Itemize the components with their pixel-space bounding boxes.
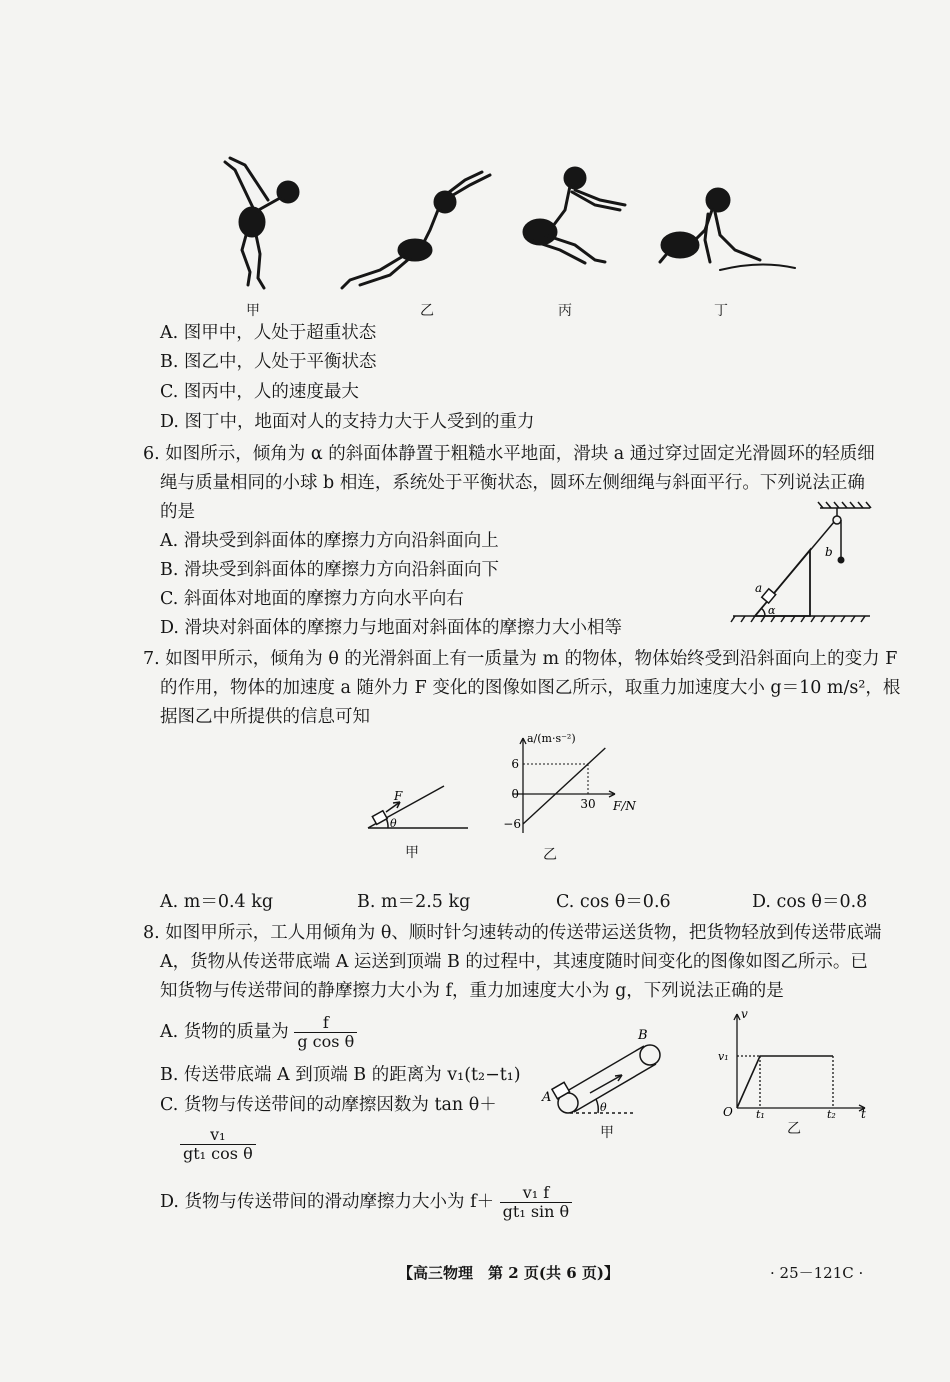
q5-option-c: C. 图丙中，人的速度最大 <box>160 382 359 402</box>
label-t1: t₁ <box>756 1108 765 1118</box>
q8-fig-jia-caption: 甲 <box>600 1125 614 1141</box>
motion-arrow <box>590 1075 622 1093</box>
q8-option-d <box>160 1184 572 1221</box>
q7-fig-jia-caption: 甲 <box>405 845 419 861</box>
x-axis-label: F/N <box>613 799 636 813</box>
block <box>372 811 387 825</box>
q7-option-d: D. cos θ＝0.8 <box>752 892 868 912</box>
q6-option-d: D. 滑块对斜面体的摩擦力与地面对斜面体的摩擦力大小相等 <box>160 618 623 638</box>
q8-option-a-fraction <box>294 1014 357 1051</box>
y-axis-label: a/(m·s⁻²) <box>527 732 576 745</box>
fig-label-bing: 丙 <box>558 303 572 319</box>
incline-wedge <box>755 550 810 616</box>
fig-label-ding: 丁 <box>714 303 728 319</box>
label-O: O <box>723 1105 733 1118</box>
page-footer-code: · 25－121C · <box>770 1264 864 1282</box>
label-A: A <box>542 1090 552 1105</box>
fig-label-yi: 乙 <box>420 303 434 319</box>
q8-option-c-line1: C. 货物与传送带间的动摩擦因数为 tan θ＋ <box>160 1095 497 1115</box>
cargo-box <box>552 1082 570 1099</box>
label-v1: v₁ <box>718 1050 729 1063</box>
top-pulley <box>640 1045 660 1065</box>
q6-stem-line1: 6. 如图所示，倾角为 α 的斜面体静置于粗糙水平地面，滑块 a 通过穿过固定光滑圆环的轻质细 <box>143 444 875 464</box>
v-t-curve <box>737 1056 833 1108</box>
a-f-series-line <box>523 748 605 824</box>
label-B: B <box>638 1028 648 1043</box>
q8-fig-yi-caption: 乙 <box>787 1121 801 1137</box>
belt-top <box>562 1046 644 1094</box>
fraction-numerator: v₁ f <box>500 1184 573 1203</box>
label-F: F <box>394 789 403 803</box>
q8-option-d-prefix: D. 货物与传送带间的滑动摩擦力大小为 f＋ <box>160 1192 495 1212</box>
q6-option-b: B. 滑块受到斜面体的摩擦力方向沿斜面向下 <box>160 560 499 580</box>
x-tick-30: 30 <box>580 797 596 811</box>
q7-stem-line3: 据图乙中所提供的信息可知 <box>160 707 370 727</box>
q7-incline-figure <box>360 780 480 840</box>
a-f-graph <box>495 730 655 840</box>
fraction-numerator: v₁ <box>180 1126 256 1145</box>
q8-stem-line1: 8. 如图甲所示，工人用倾角为 θ、顺时针匀速转动的传送带运送货物，把货物轻放到传送带底端 <box>143 923 882 943</box>
fraction-numerator: f <box>294 1014 357 1033</box>
q8-option-b: B. 传送带底端 A 到顶端 B 的距离为 v₁(t₂−t₁) <box>160 1065 521 1085</box>
q6-option-c: C. 斜面体对地面的摩擦力方向水平向右 <box>160 589 464 609</box>
q7-fig-yi-caption: 乙 <box>543 847 557 863</box>
block-a <box>762 589 776 603</box>
q6-stem-line2: 绳与质量相同的小球 b 相连，系统处于平衡状态，圆环左侧细绳与斜面平行。下列说法正确 <box>160 473 865 493</box>
page-footer-title: 【高三物理 第 2 页(共 6 页)】 <box>398 1264 619 1282</box>
label-theta: θ <box>390 817 397 830</box>
jumper-bing-drawing <box>524 168 625 263</box>
fraction-denominator: g cos θ <box>297 1032 355 1051</box>
q5-option-b: B. 图乙中，人处于平衡状态 <box>160 352 377 372</box>
label-theta: θ <box>600 1101 607 1114</box>
q6-stem-line3: 的是 <box>160 502 195 522</box>
q6-incline-figure <box>725 500 875 630</box>
q8-vt-graph <box>715 1008 880 1118</box>
q7-stem-line1: 7. 如图甲所示，倾角为 θ 的光滑斜面上有一质量为 m 的物体，物体始终受到沿斜面向上的变力 F <box>143 649 898 669</box>
fig-label-jia: 甲 <box>246 303 260 319</box>
label-v: v <box>741 1008 748 1021</box>
y-tick-6: 6 <box>511 757 519 771</box>
belt-bottom <box>574 1064 656 1112</box>
label-t: t <box>861 1107 866 1118</box>
q8-stem-line3: 知货物与传送带间的静摩擦力大小为 f，重力加速度大小为 g，下列说法正确的是 <box>160 981 784 1001</box>
q5-option-a: A. 图甲中，人处于超重状态 <box>160 323 377 343</box>
long-jump-figure <box>200 150 820 310</box>
label-t2: t₂ <box>827 1108 836 1118</box>
fraction-denominator: gt₁ cos θ <box>183 1144 253 1163</box>
ball-b <box>838 557 845 564</box>
q5-option-d: D. 图丁中，地面对人的支持力大于人受到的重力 <box>160 412 535 432</box>
q7-option-c: C. cos θ＝0.6 <box>556 892 671 912</box>
q8-option-c-fraction <box>180 1126 256 1163</box>
q7-option-b: B. m＝2.5 kg <box>357 892 471 912</box>
q8-option-a <box>160 1014 357 1051</box>
q8-option-a-prefix: A. 货物的质量为 <box>160 1022 289 1042</box>
y-tick-minus6: −6 <box>503 817 521 831</box>
jumper-yi-drawing <box>342 172 490 288</box>
q7-stem-line2: 的作用，物体的加速度 a 随外力 F 变化的图像如图乙所示，取重力加速度大小 g＝10 m/s²，根 <box>160 678 901 698</box>
fraction-denominator: gt₁ sin θ <box>502 1202 570 1221</box>
jumper-ding-drawing <box>660 189 795 270</box>
q8-stem-line2: A，货物从传送带底端 A 运送到顶端 B 的过程中，其速度随时间变化的图像如图乙所示。已 <box>160 952 868 972</box>
q8-option-c-line2 <box>180 1126 256 1163</box>
q8-option-d-fraction <box>500 1184 573 1221</box>
label-a: a <box>755 581 763 595</box>
label-b: b <box>825 545 833 559</box>
y-tick-0: 0 <box>511 787 519 801</box>
q7-option-a: A. m＝0.4 kg <box>160 892 274 912</box>
jumper-jia-drawing <box>225 158 298 288</box>
q6-option-a: A. 滑块受到斜面体的摩擦力方向沿斜面向上 <box>160 531 499 551</box>
label-alpha: α <box>768 604 776 617</box>
q8-conveyor-figure <box>540 1025 680 1125</box>
